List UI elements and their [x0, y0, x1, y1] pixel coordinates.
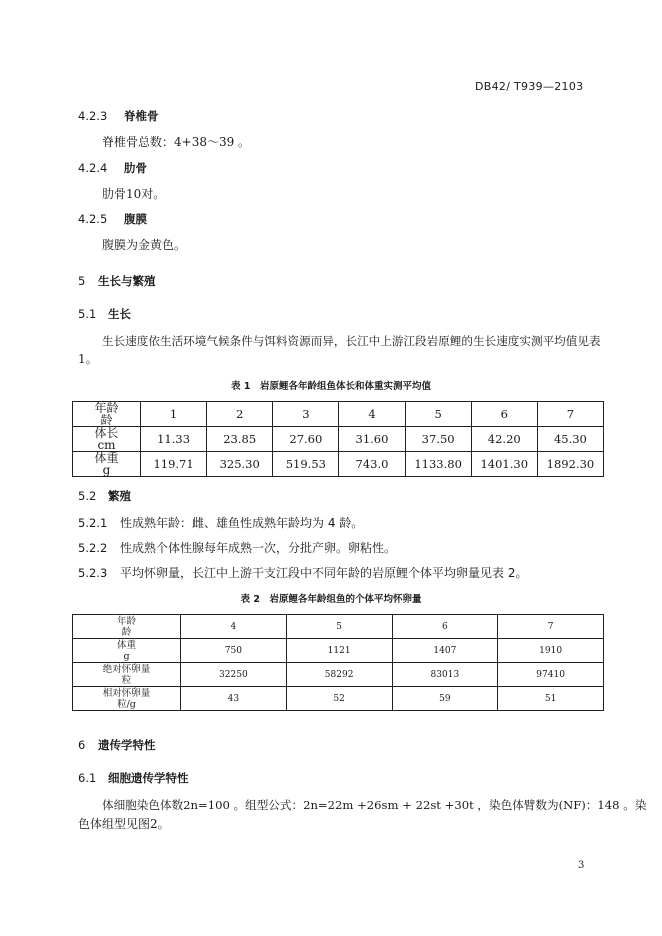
heading-4-2-3 [78, 108, 159, 124]
section-title: 生长与繁殖 [98, 274, 156, 288]
clause-text: 性成熟个体性腺每年成熟一次，分批产卵。卵粘性。 [120, 541, 397, 555]
row-header: 相对怀卵量 粒/g [73, 687, 181, 711]
document-code: DB42/ T939—2103 [475, 80, 584, 93]
table-cell: 2 [207, 402, 273, 427]
section-number: 5.2.3 [78, 566, 108, 580]
table-cell: 6 [392, 615, 498, 639]
table1-caption: 表 1 岩原鲤各年龄组鱼体长和体重实测平均值 [231, 381, 431, 392]
section-number: 6 [78, 738, 86, 752]
section-number: 5.2.2 [78, 541, 108, 555]
section-number: 4.2.4 [78, 161, 108, 175]
row-header: 年龄 龄 [73, 615, 181, 639]
table-cell: 52 [286, 687, 392, 711]
table2 [72, 614, 604, 711]
table-row [73, 615, 604, 639]
table-cell: 37.50 [405, 427, 471, 452]
section-number: 4.2.3 [78, 109, 108, 123]
table1 [72, 401, 604, 477]
section-title: 腹膜 [124, 212, 147, 226]
paragraph-ribs: 肋骨10对。 [102, 187, 166, 201]
table-cell: 1401.30 [471, 452, 537, 477]
table-cell: 325.30 [207, 452, 273, 477]
table-cell: 6 [471, 402, 537, 427]
table-row [73, 402, 604, 427]
table-cell: 58292 [286, 663, 392, 687]
section-title: 遗传学特性 [98, 738, 156, 752]
section-number: 5.1 [78, 307, 97, 321]
table-cell: 59 [392, 687, 498, 711]
table-cell: 45.30 [537, 427, 603, 452]
table-cell: 519.53 [273, 452, 339, 477]
section-number: 4.2.5 [78, 212, 108, 226]
clause-5-2-1 [78, 514, 363, 531]
heading-4-2-4 [78, 160, 147, 176]
heading-6-1 [78, 770, 189, 786]
table-cell: 1892.30 [537, 452, 603, 477]
clause-5-2-2 [78, 539, 396, 556]
heading-5-2 [78, 488, 131, 504]
row-header: 体重 g [73, 452, 141, 477]
table-cell: 743.0 [339, 452, 405, 477]
paragraph-peritoneum: 腹膜为金黄色。 [102, 238, 187, 252]
table-cell: 119.71 [141, 452, 207, 477]
row-header: 体重 g [73, 639, 181, 663]
paragraph-vertebrae: 脊椎骨总数：4+38～39 。 [102, 135, 251, 149]
paragraph-karyotype-line1: 体细胞染色体数2n=100 。组型公式：2n=22m +26sm + 22st +30t ，染色体臂数为(NF)：148 。染 [102, 798, 647, 812]
section-title: 繁殖 [108, 489, 131, 503]
table-cell: 4 [181, 615, 287, 639]
section-number: 5.2.1 [78, 516, 108, 530]
table-row [73, 452, 604, 477]
paragraph-karyotype-line2: 色体组型见图2。 [78, 817, 170, 831]
table-cell: 97410 [498, 663, 604, 687]
table-row [73, 687, 604, 711]
table-cell: 51 [498, 687, 604, 711]
section-number: 5 [78, 274, 86, 288]
table-cell: 32250 [181, 663, 287, 687]
table-cell: 5 [405, 402, 471, 427]
table-cell: 1407 [392, 639, 498, 663]
heading-5-1 [78, 306, 131, 322]
row-header: 绝对怀卵量 粒 [73, 663, 181, 687]
table-cell: 4 [339, 402, 405, 427]
heading-4-2-5 [78, 211, 147, 227]
table-cell: 27.60 [273, 427, 339, 452]
section-number: 6.1 [78, 771, 97, 785]
clause-text: 平均怀卵量，长江中上游干支江段中不同年龄的岩原鲤个体平均卵量见表 2。 [120, 566, 528, 580]
table2-caption: 表 2 岩原鲤各年龄组鱼的个体平均怀卵量 [240, 594, 422, 605]
paragraph-growth-line2: 1。 [78, 352, 98, 366]
table-cell: 42.20 [471, 427, 537, 452]
table-cell: 11.33 [141, 427, 207, 452]
section-number: 5.2 [78, 489, 97, 503]
heading-5 [78, 273, 156, 289]
table-row [73, 427, 604, 452]
table-row [73, 639, 604, 663]
row-header: 体长 cm [73, 427, 141, 452]
table-cell: 1133.80 [405, 452, 471, 477]
page-number: 3 [578, 860, 585, 871]
clause-text: 性成熟年龄：雌、雄鱼性成熟年龄均为 4 龄。 [120, 516, 364, 530]
table-cell: 1121 [286, 639, 392, 663]
section-title: 生长 [108, 307, 131, 321]
table-cell: 5 [286, 615, 392, 639]
table-cell: 83013 [392, 663, 498, 687]
table-cell: 1 [141, 402, 207, 427]
table-cell: 31.60 [339, 427, 405, 452]
table-cell: 43 [181, 687, 287, 711]
table-row [73, 663, 604, 687]
clause-5-2-3 [78, 564, 527, 581]
table-cell: 750 [181, 639, 287, 663]
section-title: 细胞遗传学特性 [108, 771, 189, 785]
table-cell: 1910 [498, 639, 604, 663]
table-cell: 23.85 [207, 427, 273, 452]
row-header: 年龄 龄 [73, 402, 141, 427]
paragraph-growth-line1: 生长速度依生活环境气候条件与饵料资源而异，长江中上游江段岩原鲤的生长速度实测平均值见表 [102, 334, 601, 348]
table-cell: 7 [537, 402, 603, 427]
section-title: 脊椎骨 [124, 109, 159, 123]
table-cell: 7 [498, 615, 604, 639]
section-title: 肋骨 [124, 161, 147, 175]
heading-6 [78, 737, 156, 753]
table-cell: 3 [273, 402, 339, 427]
